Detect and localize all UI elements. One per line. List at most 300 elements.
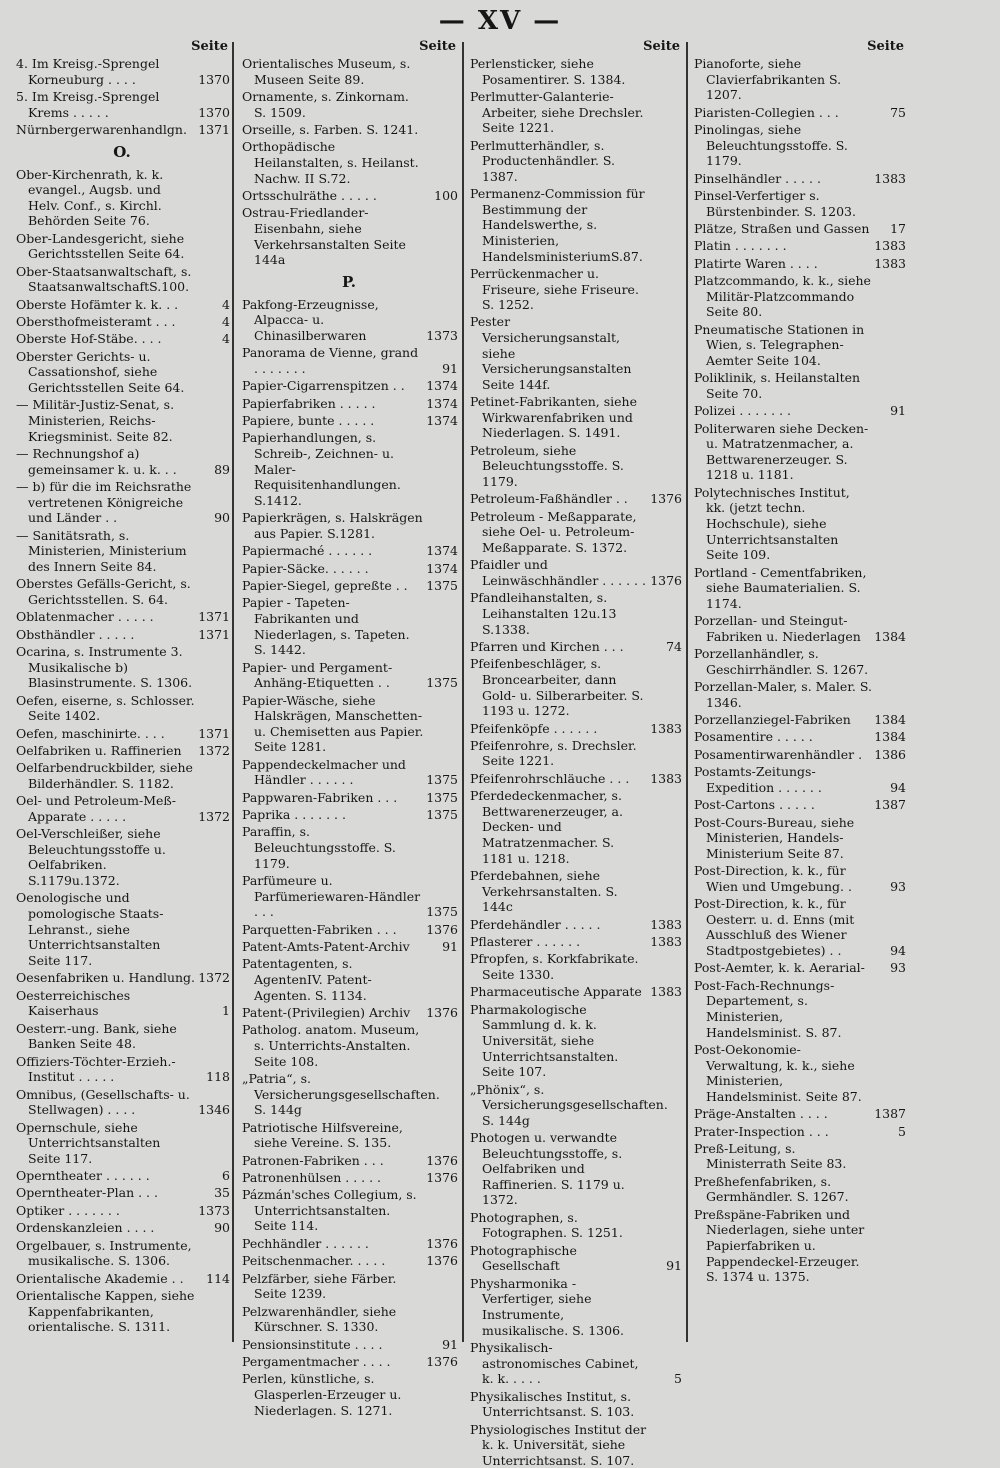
index-entry [692, 863, 906, 894]
entry-text: Oelfabriken u. Raffinerien [16, 742, 182, 758]
index-entry [692, 1174, 906, 1205]
entry-text: Papiermaché . . . . . . [242, 543, 373, 559]
entry-text: Pfarren und Kirchen . . . [470, 638, 624, 654]
entry-page-number: 17 [890, 220, 906, 236]
entry-page-number: 1387 [874, 1106, 906, 1122]
entry-text: Perlmutter-Galanterie-Arbeiter, siehe Drechsler. Seite 1221. [470, 88, 644, 136]
entry-text: Ortsschulräthe . . . . . [242, 187, 377, 203]
index-entry [468, 656, 682, 718]
entry-text: Pinselhändler . . . . . [694, 170, 821, 186]
entry-text: Papierkrägen, s. Halskrägen aus Papier. S.1281. [242, 510, 423, 541]
index-entry [240, 345, 458, 376]
entry-text: Ober-Landesgericht, siehe Gerichtsstellen Seite 64. [16, 230, 185, 262]
entry-text: Papier- und Pergament-Anhäng-Etiquetten . . [242, 659, 393, 691]
entry-page-number: 91 [442, 1336, 458, 1352]
entry-text: Platzcommando, k. k., siehe Militär-Platzcommando Seite 80. [694, 273, 871, 320]
seite-header: Seite [419, 39, 456, 54]
entry-page-number: 1375 [426, 904, 458, 920]
entry-text: Portland - Cementfabriken, siehe Baumaterialien. S. 1174. [694, 564, 867, 611]
index-entry [468, 721, 682, 737]
index-entry [468, 491, 682, 507]
index-entry [468, 738, 682, 769]
index-entry [468, 1002, 682, 1080]
entry-text: Prater-Inspection . . . [694, 1123, 829, 1139]
entry-page-number: 1373 [426, 327, 458, 343]
index-entry [692, 256, 906, 272]
index-entry [240, 1337, 458, 1353]
entry-text: Petroleum, siehe Beleuchtungsstoffe. S. 1179. [470, 442, 624, 490]
entry-text: Pfandleihanstalten, s. Leihanstalten 12u.13 S.1338. [470, 590, 617, 637]
entry-page-number: 1383 [650, 984, 682, 1000]
entry-text: Oesenfabriken u. Handlung. [16, 970, 196, 986]
index-entry [692, 105, 906, 121]
entry-page-number: 1374 [426, 560, 458, 576]
index-entry [692, 764, 906, 795]
index-entry [468, 56, 682, 87]
index-entry [14, 1168, 230, 1184]
index-entry [14, 627, 230, 643]
entry-page-number: 1370 [198, 71, 230, 87]
entry-page-number: 1383 [650, 770, 682, 786]
entry-text: Papier-Siegel, gepreßte . . [242, 577, 408, 593]
index-entry [14, 446, 230, 477]
entry-text: Perlensticker, siehe Posamentirer. S. 1384. [470, 56, 626, 87]
index-entry [14, 167, 230, 229]
entry-text: Obersthofmeisteramt . . . [16, 314, 176, 330]
index-entry [692, 960, 906, 976]
entry-page-number: 5 [898, 1123, 906, 1139]
index-entry [14, 1021, 230, 1052]
seite-header: Seite [191, 39, 228, 54]
entry-text: Petroleum - Meßapparate, siehe Oel- u. Petroleum-Meßapparate. S. 1372. [470, 508, 637, 555]
index-column-3 [468, 38, 682, 1468]
entry-text: Patentagenten, s. AgentenIV. Patent-Agenten. S. 1134. [242, 956, 372, 1003]
entry-text: Pferdedeckenmacher, s. Bettwarenerzeuger, a. Decken- und Matratzenmacher. S. 1181 u. 1218. [470, 788, 623, 866]
entry-page-number: 1375 [426, 772, 458, 788]
index-entry [692, 896, 906, 958]
entry-page-number: 114 [206, 1270, 230, 1286]
index-entry [240, 807, 458, 823]
entry-page-number: 1372 [198, 808, 230, 824]
index-entry [14, 760, 230, 791]
entry-text: Papiere, bunte . . . . . [242, 413, 375, 429]
entry-page-number: 1374 [426, 378, 458, 394]
entry-page-number: 1372 [198, 742, 230, 758]
entry-text: Papierhandlungen, s. Schreib-, Zeichnen- u. Maler-Requisitenhandlungen. S.1412. [242, 430, 401, 508]
index-entry [240, 1005, 458, 1021]
entry-text: Pfeifenköpfe . . . . . . [470, 720, 598, 736]
entry-page-number: 1371 [198, 121, 230, 137]
entry-text: Polytechnisches Institut, kk. (jetzt techn. Hochschule), siehe Unterrichtsanstalten Seite 109. [694, 484, 850, 563]
index-entry [692, 403, 906, 419]
entry-text: — Rechnungshof a) gemeinsamer k. u. k. . . [16, 446, 177, 477]
index-column-1 [14, 38, 230, 1360]
entry-text: Post-Aemter, k. k. Aerarial- [694, 960, 865, 976]
entry-page-number: 1374 [426, 395, 458, 411]
index-entry [240, 1354, 458, 1370]
entry-text: Pneumatische Stationen in Wien, s. Telegraphen-Aemter Seite 104. [694, 321, 865, 368]
entry-text: Polizei . . . . . . . [694, 403, 792, 419]
index-entry [468, 509, 682, 556]
entry-page-number: 1386 [874, 746, 906, 762]
index-entry [692, 1042, 906, 1104]
index-entry [468, 868, 682, 915]
entry-text: Ober-Kirchenrath, k. k. evangel., Augsb. und Helv. Conf., s. Kirchl. Behörden Seite 76. [16, 166, 164, 229]
entry-page-number: 1375 [426, 789, 458, 805]
index-entry [692, 1207, 906, 1285]
entry-text: Posamentire . . . . . [694, 729, 813, 745]
entry-text: Pfropfen, s. Korkfabrikate. Seite 1330. [470, 951, 639, 982]
entry-text: Omnibus, (Gesellschafts- u. Stellwagen) . . . . [16, 1086, 190, 1118]
index-entry [14, 1203, 230, 1219]
entry-text: Pfeifenrohrschläuche . . . [470, 770, 630, 786]
index-entry [468, 1082, 682, 1129]
entry-page-number: 94 [890, 942, 906, 958]
index-entry [692, 221, 906, 237]
index-entry [14, 397, 230, 444]
entry-text: Papier - Tapeten-Fabrikanten und Niederlagen, s. Tapeten. S. 1442. [242, 595, 410, 658]
index-entry [240, 89, 458, 120]
entry-text: Poliklinik, s. Heilanstalten Seite 70. [694, 370, 861, 401]
index-entry [468, 89, 682, 136]
entry-page-number: 1383 [874, 255, 906, 271]
index-entry [240, 595, 458, 657]
index-entry [14, 89, 230, 120]
entry-text: Oefen, maschinirte. . . . [16, 725, 165, 741]
index-entry [692, 1106, 906, 1122]
entry-page-number: 1384 [874, 628, 906, 644]
entry-text: Orseille, s. Farben. S. 1241. [242, 121, 419, 137]
entry-text: Post-Cartons . . . . . [694, 797, 815, 813]
entry-text: Orgelbauer, s. Instrumente, musikalische. S. 1306. [16, 1237, 192, 1269]
index-entry [14, 122, 230, 138]
entry-text: — Militär-Justiz-Senat, s. Ministerien, Reichs-Kriegsminist. Seite 82. [16, 397, 175, 444]
index-entry [692, 485, 906, 563]
index-entry [240, 1187, 458, 1234]
index-entry [240, 188, 458, 204]
entry-text: Ornamente, s. Zinkornam. S. 1509. [242, 88, 409, 120]
entry-text: Pfaidler und Leinwäschhändler . . . . . . [470, 557, 646, 588]
index-entry [692, 122, 906, 169]
index-entry [14, 1238, 230, 1269]
entry-text: Pergamentmacher . . . . [242, 1354, 391, 1369]
entry-page-number: 1374 [426, 543, 458, 559]
entry-text: Patent-(Privilegien) Archiv [242, 1004, 411, 1020]
index-entry [240, 790, 458, 806]
index-entry [468, 639, 682, 655]
index-entry [14, 793, 230, 824]
entry-text: Papier-Wäsche, siehe Halskrägen, Manschetten- u. Chemisetten aus Papier. Seite 1281. [242, 692, 424, 755]
index-entry [14, 264, 230, 295]
index-entry [14, 1271, 230, 1287]
entry-text: Ostrau-Friedlander-Eisenbahn, siehe Verkehrsanstalten Seite 144a [242, 205, 406, 268]
index-entry [14, 988, 230, 1019]
entry-page-number: 1376 [426, 1253, 458, 1269]
entry-text: Physikalisches Institut, s. Unterrichtsanst. S. 103. [470, 1388, 635, 1420]
entry-page-number: 1376 [426, 921, 458, 937]
index-entry [468, 1210, 682, 1241]
index-entry [692, 613, 906, 644]
index-entry [14, 1087, 230, 1118]
entry-text: Oenologische und pomologische Staats-Lehranst., siehe Unterrichtsanstalten Seite 117. [16, 890, 164, 968]
entry-text: Pharmaceutische Apparate [470, 984, 642, 1000]
entry-text: Petinet-Fabrikanten, siehe Wirkwarenfabriken und Niederlagen. S. 1491. [470, 394, 637, 441]
index-column-2 [240, 38, 458, 1418]
index-entry [240, 297, 458, 344]
entry-text: Optiker . . . . . . . [16, 1202, 120, 1218]
index-entry [240, 660, 458, 691]
entry-page-number: 91 [442, 360, 458, 376]
index-entry [692, 978, 906, 1040]
entry-text: Oberste Hofämter k. k. . . [16, 296, 179, 312]
entry-page-number: 93 [890, 960, 906, 976]
index-entry [692, 1141, 906, 1172]
entry-text: Oberste Hof-Stäbe. . . . [16, 331, 162, 347]
entry-page-number: 118 [206, 1069, 230, 1085]
entry-page-number: 1376 [650, 572, 682, 588]
index-entry [468, 1340, 682, 1387]
index-entry [240, 1120, 458, 1151]
index-entry [14, 576, 230, 607]
index-entry [14, 970, 230, 986]
entry-text: Oberster Gerichts- u. Cassationshof, siehe Gerichtsstellen Seite 64. [16, 348, 185, 396]
entry-text: Permanenz-Commission für Bestimmung der Handelswerthe, s. Ministerien, HandelsministeriumS.87. [470, 186, 645, 264]
entry-page-number: 1346 [198, 1102, 230, 1118]
entry-page-number: 1383 [650, 916, 682, 932]
index-entry [240, 1071, 458, 1118]
index-entry [14, 1054, 230, 1085]
index-entry [692, 421, 906, 483]
index-entry [14, 231, 230, 262]
entry-text: Posamentirwarenhändler . [694, 746, 863, 762]
entry-page-number: 1383 [874, 238, 906, 254]
entry-text: Pianoforte, siehe Clavierfabrikanten S. 1207. [694, 56, 842, 103]
index-entry [468, 934, 682, 950]
index-entry [240, 824, 458, 871]
entry-text: Oberstes Gefälls-Gericht, s. Gerichtsstellen. S. 64. [16, 576, 191, 607]
entry-text: Platirte Waren . . . . [694, 255, 818, 271]
index-entry [468, 557, 682, 588]
entry-text: Porzellanhändler, s. Geschirrhändler. S. 1267. [694, 646, 869, 677]
index-entry [14, 1120, 230, 1167]
entry-page-number: 4 [222, 314, 230, 330]
entry-page-number: 100 [434, 187, 458, 203]
entry-page-number: 90 [214, 1220, 230, 1236]
index-entry [240, 413, 458, 429]
index-entry [14, 726, 230, 742]
entry-text: Pester Versicherungsanstalt, siehe Versicherungsanstalten Seite 144f. [470, 314, 632, 392]
entry-text: Patriotische Hilfsvereine, siehe Vereine. S. 135. [242, 1119, 403, 1151]
index-entry [240, 1236, 458, 1252]
index-entry [692, 815, 906, 862]
index-entry [14, 331, 230, 347]
entry-text: Orthopädische Heilanstalten, s. Heilanst. Nachw. II S.72. [242, 139, 419, 186]
entry-text: Platin . . . . . . . [694, 238, 787, 254]
index-entry [240, 561, 458, 577]
index-entry [14, 314, 230, 330]
index-entry [692, 797, 906, 813]
index-entry [468, 1130, 682, 1208]
index-entry [692, 679, 906, 710]
entry-page-number: 1374 [426, 413, 458, 429]
entry-text: Papier-Säcke. . . . . . [242, 560, 369, 576]
entry-text: Operntheater-Plan . . . [16, 1185, 158, 1201]
entry-text: 4. Im Kreisg.-Sprengel Korneuburg . . . . [16, 56, 160, 87]
index-entry [14, 479, 230, 526]
entry-text: Pappwaren-Fabriken . . . [242, 789, 398, 805]
entry-text: Peitschenmacher. . . . . [242, 1253, 386, 1269]
index-entry [240, 139, 458, 186]
entry-text: Porzellan- und Steingut-Fabriken u. Niederlagen [694, 613, 861, 644]
entry-text: Pelzfärber, siehe Färber. Seite 1239. [242, 1270, 397, 1302]
entry-text: Post-Cours-Bureau, siehe Ministerien, Handels-Ministerium Seite 87. [694, 814, 855, 861]
entry-text: Pinsel-Verfertiger s. Bürstenbinder. S. 1203. [694, 187, 856, 219]
entry-page-number: 4 [222, 296, 230, 312]
entry-text: Politerwaren siehe Decken- u. Matratzenmacher, a. Bettwarenerzeuger. S. 1218 u. 1181. [694, 420, 869, 483]
entry-text: Pelzwarenhändler, siehe Kürschner. S. 1330. [242, 1303, 397, 1335]
entry-page-number: 35 [214, 1185, 230, 1201]
index-entry [468, 138, 682, 185]
entry-text: Oelfarbendruckbilder, siehe Bilderhändler. S. 1182. [16, 760, 193, 791]
entry-page-number: 1375 [426, 675, 458, 691]
section-letter: P. [341, 272, 357, 291]
index-entry [468, 788, 682, 866]
entry-text: Porzellanziegel-Fabriken [694, 712, 851, 728]
entry-text: Offiziers-Töchter-Erzieh.-Institut . . . . . [16, 1053, 176, 1085]
index-entry [692, 370, 906, 401]
entry-text: Postamts-Zeitungs-Expedition . . . . . . [694, 764, 822, 795]
entry-page-number: 91 [442, 939, 458, 954]
entry-text: Physiologisches Institut der k. k. Universität, siehe Unterrichtsanst. S. 107. [470, 1421, 647, 1468]
index-entry [240, 430, 458, 508]
index-entry [692, 646, 906, 677]
index-entry [14, 1220, 230, 1236]
index-entry [468, 984, 682, 1000]
index-entry [240, 956, 458, 1003]
entry-page-number: 94 [890, 779, 906, 795]
entry-page-number: 1376 [426, 1169, 458, 1185]
section-letter: O. [113, 142, 131, 161]
column-divider [462, 42, 464, 1342]
index-entry [468, 951, 682, 982]
index-entry [14, 1288, 230, 1335]
entry-text: Preßspäne-Fabriken und Niederlagen, siehe unter Papierfabriken u. Pappendeckel-Erzeuger. S. 1374 u. 1375. [694, 1206, 865, 1285]
entry-text: Paprika . . . . . . . [242, 807, 346, 823]
index-entry [240, 396, 458, 412]
index-entry [468, 443, 682, 490]
entry-text: Orientalisches Museum, s. Museen Seite 89. [242, 56, 411, 87]
entry-page-number: 90 [214, 510, 230, 526]
entry-text: Pfeifenbeschläger, s. Broncearbeiter, dann Gold- u. Silberarbeiter. S. 1193 u. 1272. [470, 656, 644, 719]
entry-page-number: 1376 [650, 491, 682, 507]
index-entry [692, 747, 906, 763]
entry-text: Preß-Leitung, s. Ministerrath Seite 83. [694, 1140, 847, 1172]
index-entry [14, 56, 230, 87]
entry-page-number: 1387 [874, 797, 906, 813]
entry-page-number: 1371 [198, 725, 230, 741]
index-entry [468, 1389, 682, 1420]
entry-text: Pflasterer . . . . . . [470, 934, 581, 949]
entry-text: Pázmán'sches Collegium, s. Unterrichtsanstalten. Seite 114. [242, 1187, 417, 1234]
index-entry [240, 939, 458, 955]
entry-page-number: 4 [222, 331, 230, 347]
index-entry [240, 543, 458, 559]
entry-text: Pferdebahnen, siehe Verkehrsanstalten. S. 144c [470, 868, 618, 915]
entry-text: Ober-Staatsanwaltschaft, s. StaatsanwaltschaftS.100. [16, 263, 192, 295]
entry-text: Perlmutterhändler, s. Productenhändler. S. 1387. [470, 137, 616, 184]
index-entry [240, 378, 458, 394]
entry-text: Operntheater . . . . . . [16, 1168, 150, 1184]
entry-page-number: 1371 [198, 609, 230, 625]
index-entry [468, 186, 682, 264]
entry-text: Oblatenmacher . . . . . [16, 609, 154, 625]
entry-text: 5. Im Kreisg.-Sprengel Krems . . . . . [16, 88, 160, 120]
index-entry [692, 565, 906, 612]
entry-text: Oesterr.-ung. Bank, siehe Banken Seite 48. [16, 1020, 177, 1052]
entry-text: Parquetten-Fabriken . . . [242, 921, 397, 937]
entry-page-number: 1384 [874, 712, 906, 728]
index-entry [468, 266, 682, 313]
entry-text: Piaristen-Collegien . . . [694, 104, 839, 120]
entry-text: Paraffin, s. Beleuchtungsstoffe. S. 1179. [242, 824, 396, 871]
entry-text: Post-Direction, k. k., für Wien und Umgebung. . [694, 863, 852, 894]
entry-text: Pakfong-Erzeugnisse, Alpacca- u. Chinasilberwaren [242, 296, 379, 343]
entry-text: Photographen, s. Fotographen. S. 1251. [470, 1209, 623, 1241]
index-entry [14, 826, 230, 888]
entry-text: Post-Fach-Rechnungs-Departement, s. Ministerien, Handelsminist. S. 87. [694, 977, 842, 1040]
index-entry [14, 743, 230, 759]
index-entry [468, 917, 682, 933]
entry-text: Pharmakologische Sammlung d. k. k. Universität, siehe Unterrichtsanstalten. Seite 107. [470, 1001, 619, 1080]
entry-text: Oel-Verschleißer, siehe Beleuchtungsstoffe u. Oelfabriken. S.1179u.1372. [16, 826, 166, 889]
entry-text: Photographische Gesellschaft [470, 1242, 577, 1274]
index-entry [692, 238, 906, 254]
entry-page-number: 1383 [650, 934, 682, 949]
entry-text: — Sanitätsrath, s. Ministerien, Ministerium des Innern Seite 84. [16, 527, 187, 574]
index-entry [240, 1371, 458, 1418]
index-entry [692, 1124, 906, 1140]
index-entry [468, 314, 682, 392]
entry-text: Pinolingas, siehe Beleuchtungsstoffe. S. 1179. [694, 121, 848, 169]
entry-text: Physharmonika - Verfertiger, siehe Instrumente, musikalische. S. 1306. [470, 1275, 624, 1338]
entry-page-number: 1376 [426, 1235, 458, 1251]
index-entry [240, 56, 458, 87]
entry-text: Pensionsinstitute . . . . [242, 1336, 383, 1352]
index-entry [468, 590, 682, 637]
seite-header: Seite [643, 39, 680, 54]
entry-text: Preßhefenfabriken, s. Germhändler. S. 1267. [694, 1173, 849, 1205]
index-entry [240, 873, 458, 920]
entry-text: Papier-Cigarrenspitzen . . [242, 378, 405, 394]
entry-text: Petroleum-Faßhändler . . [470, 491, 628, 507]
entry-page-number: 89 [214, 461, 230, 477]
index-entry [240, 757, 458, 788]
index-entry [240, 1304, 458, 1335]
entry-text: Oel- und Petroleum-Meß-Apparate . . . . . [16, 793, 176, 824]
index-entry [468, 1243, 682, 1274]
entry-page-number: 75 [890, 104, 906, 120]
entry-page-number: 1372 [198, 970, 230, 986]
entry-page-number: 1383 [650, 720, 682, 736]
entry-text: Physikalisch-astronomisches Cabinet, k. k. . . . . [470, 1340, 639, 1387]
entry-page-number: 1375 [426, 807, 458, 823]
index-entry [240, 922, 458, 938]
entry-text: Plätze, Straßen und Gassen [694, 220, 870, 236]
entry-page-number: 1384 [874, 729, 906, 745]
entry-text: — b) für die im Reichsrathe vertretenen Königreiche und Länder . . [16, 479, 192, 526]
entry-text: Patronenhülsen . . . . . [242, 1169, 382, 1185]
index-entry [468, 1422, 682, 1468]
